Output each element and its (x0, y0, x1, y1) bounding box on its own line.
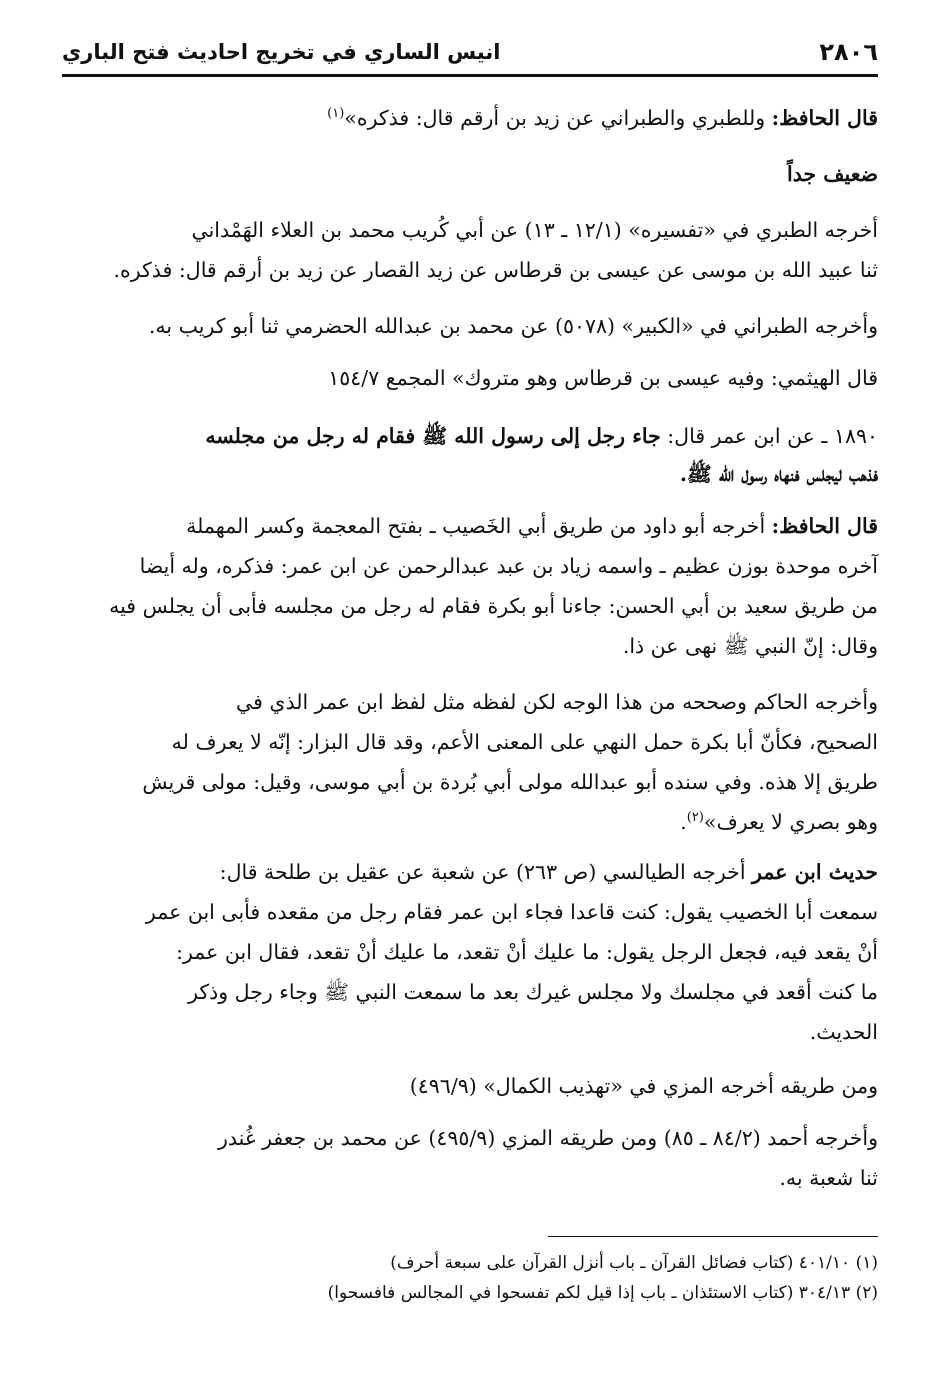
paragraph-text: أخرجه أبو داود من طريق أبي الخَصيب ـ بفتح المعجمة وكسر المهملة (186, 514, 772, 538)
paragraph-line: أخرجه الطبري في «تفسيره» (١٢/١ ـ ١٣) عن أبي كُريب محمد بن العلاء الهَمْداني (191, 218, 878, 242)
paragraph-hafiz-1 (327, 106, 878, 130)
paragraph-line: طريق إلا هذه. وفي سنده أبو عبدالله مولى أبي بُردة بن أبي موسى، وقيل: مولى قريش (142, 770, 878, 794)
paragraph-line: أنْ يقعد فيه، فجعل الرجل يقول: ما عليك أنْ تقعد، ما عليك أنْ تقعد، فقال ابن عمر: (176, 940, 878, 964)
page-header (62, 30, 878, 77)
paragraph-line: سمعت أبا الخصيب يقول: كنت قاعدا فجاء ابن عمر فقام رجل من مقعده فأبى ابن عمر (145, 900, 878, 924)
paragraph-line: الصحيح، فكأنّ أبا بكرة حمل النهي على المعنى الأعم، وقد قال البزار: إنّه لا يعرف له (171, 730, 878, 754)
footnotes (328, 1248, 878, 1308)
paragraph-line: وأخرجه أحمد (٨٤/٢ ـ ٨٥) ومن طريقه المزي (٤٩٥/٩) عن محمد بن جعفر غُندر (217, 1126, 878, 1150)
sentence-end: . (680, 810, 687, 834)
paragraph-text: وهو بصري لا يعرف» (703, 810, 878, 834)
footnote-1: (١) ٤٠١/١٠ (كتاب فضائل القرآن ـ باب أنزل القرآن على سبعة أحرف) (390, 1253, 878, 1273)
hadith-1890 (205, 424, 878, 454)
paragraph-line: آخره موحدة بوزن عظيم ـ واسمه زياد بن عبد عبدالرحمن عن ابن عمر: فذكره، وله أيضا (139, 554, 878, 578)
paragraph-line: الحديث. (809, 1020, 878, 1044)
paragraph-text: أخرجه الطيالسي (ص ٢٦٣) عن شعبة عن عقيل بن طلحة قال: (219, 860, 753, 884)
footnote-ref-2[interactable]: (٢) (686, 810, 704, 826)
paragraph-line: وأخرجه الطبراني في «الكبير» (٥٠٧٨) عن محمد بن عبدالله الحضرمي ثنا أبو كريب به. (148, 314, 878, 338)
paragraph-line: من طريق سعيد بن أبي الحسن: جاءنا أبو بكرة فقام له رجل من مجلسه فأبى أن يجلس فيه (109, 594, 878, 618)
paragraph-text: وللطبري والطبراني عن زيد بن أرقم قال: فذكره» (344, 106, 772, 130)
hadith-text: جاء رجل إلى رسول الله ﷺ فقام له رجل من مجلسه (205, 424, 661, 448)
hadith-text: فذهب ليجلس فنهاه رسول الله ﷺ. (679, 462, 878, 486)
hadith-number: ١٨٩٠ ـ عن ابن عمر قال: (660, 424, 878, 448)
hafiz-label: قال الحافظ: (771, 514, 878, 538)
footnote-divider (548, 1236, 878, 1237)
paragraph-line: قال الهيثمي: وفيه عيسى بن قرطاس وهو متروك» المجمع ١٥٤/٧ (328, 366, 878, 390)
paragraph-line: ما كنت أقعد في مجلسك ولا مجلس غيرك بعد ما سمعت النبي ﷺ وجاء رجل وذكر (188, 980, 878, 1004)
hafiz-label: قال الحافظ: (771, 106, 878, 130)
footnote-2: (٢) ٣٠٤/١٣ (كتاب الاستئذان ـ باب إذا قيل لكم تفسحوا في المجالس فافسحوا) (327, 1283, 878, 1303)
paragraph-line: ثنا عبيد الله بن موسى عن عيسى بن قرطاس عن زيد القصار عن زيد بن أرقم قال: فذكره. (113, 258, 878, 282)
page-number: ٢٨٠٦ (819, 38, 878, 66)
paragraph-ibn-umar (220, 860, 878, 884)
hadith-ibn-umar-label: حديث ابن عمر (752, 860, 878, 884)
paragraph-line: وقال: إنّ النبي ﷺ نهى عن ذا. (622, 634, 878, 658)
page (62, 30, 878, 1382)
paragraph-line (680, 810, 878, 834)
paragraph-line: ومن طريقه أخرجه المزي في «تهذيب الكمال» (٤٩٦/٩) (409, 1074, 878, 1098)
paragraph-hafiz-2 (186, 514, 878, 538)
footnote-ref-1[interactable]: (١) (327, 106, 345, 122)
grade-label: ضعيف جداً (787, 162, 878, 186)
paragraph-line: وأخرجه الحاكم وصححه من هذا الوجه لكن لفظه مثل لفظ ابن عمر الذي في (236, 690, 878, 714)
running-title: انيس الساري في تخريج احاديث فتح الباري (62, 40, 501, 64)
paragraph-line: ثنا شعبة به. (779, 1166, 878, 1190)
